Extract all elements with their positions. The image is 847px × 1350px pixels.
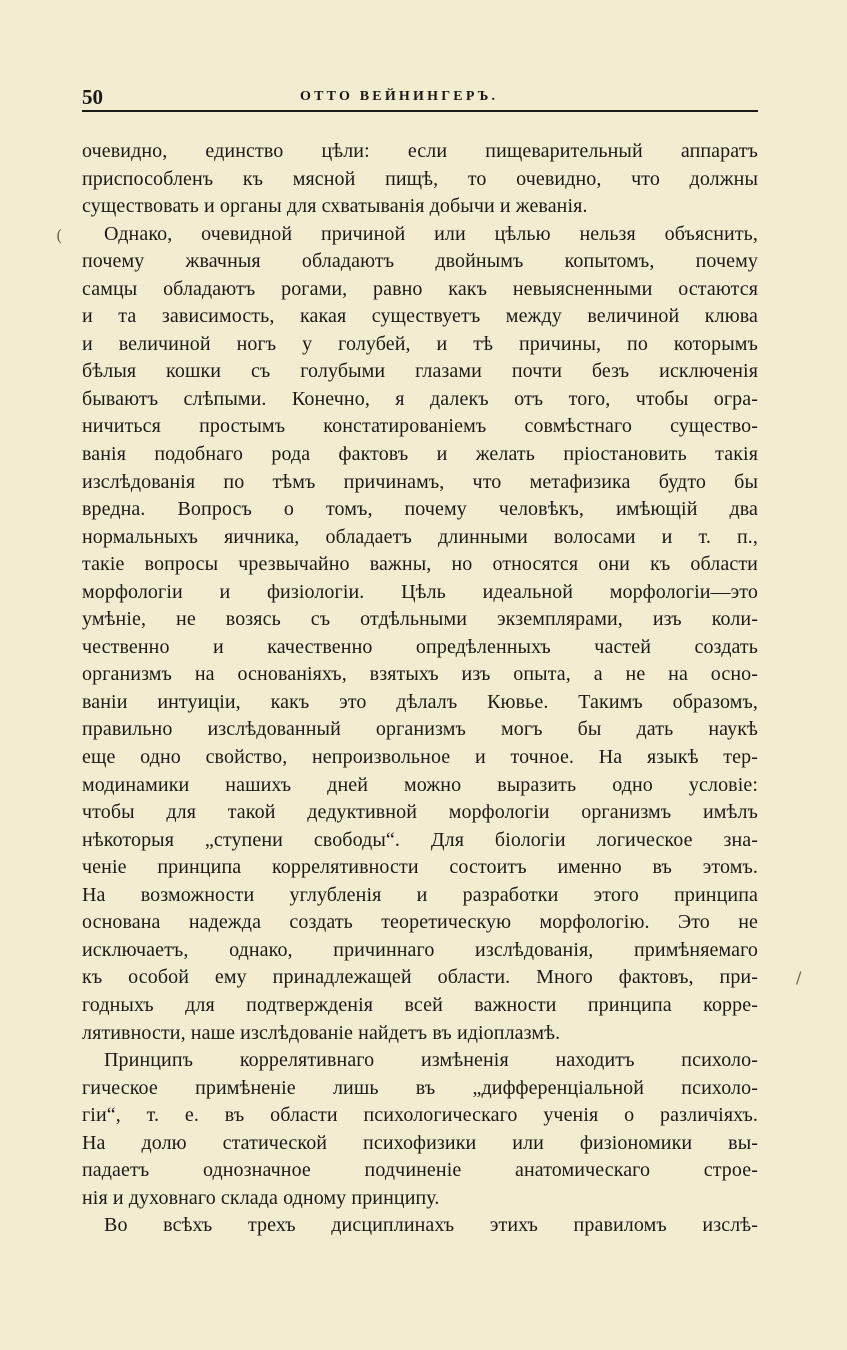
- margin-pencil-mark: (: [56, 226, 63, 245]
- margin-pencil-mark: /: [796, 968, 802, 987]
- text-line: самцы обладаютъ рогами, равно какъ невыясненными остаются: [82, 277, 758, 300]
- text-line: вредна. Вопросъ о томъ, почему человѣкъ, имѣющій два: [82, 498, 758, 521]
- text-line: такіе вопросы чрезвычайно важны, но относятся они къ области: [82, 553, 758, 576]
- body-text: [82, 138, 758, 1240]
- text-line: модинамики нашихъ дней можно выразить одно условіе:: [82, 773, 758, 796]
- text-line: и величиной ногъ у голубей, и тѣ причины, по которымъ: [82, 332, 758, 355]
- running-head: [82, 86, 758, 108]
- text-line: Принципъ коррелятивнаго измѣненія находитъ психоло-: [104, 1049, 758, 1072]
- text-line: существовать и органы для схватыванія добычи и жеванія.: [82, 195, 588, 218]
- text-line: лятивности, наше изслѣдованіе найдетъ въ идіоплазмѣ.: [82, 1021, 561, 1044]
- text-line: чественно и качественно опредѣленныхъ частей создать: [82, 635, 758, 658]
- text-line: На возможности углубленія и разработки этого принципа: [82, 883, 758, 906]
- text-line: еще одно свойство, непроизвольное и точное. На языкѣ тер-: [82, 746, 758, 769]
- text-line: ванія подобнаго рода фактовъ и желать пріостановить такія: [82, 443, 758, 466]
- text-line: На долю статической психофизики или физіономики вы-: [82, 1131, 758, 1154]
- header-rule: [82, 110, 758, 112]
- text-line: нормальныхъ яичника, обладаетъ длинными волосами и т. п.,: [82, 525, 758, 548]
- text-line: къ особой ему принадлежащей области. Много фактовъ, при-: [82, 966, 758, 989]
- text-line: гическое примѣненіе лишь въ „дифференціальной психоло-: [82, 1076, 758, 1099]
- text-line: почему жвачныя обладаютъ двойнымъ копытомъ, почему: [82, 250, 758, 273]
- page-number: 50: [82, 85, 103, 109]
- text-line: годныхъ для подтвержденія всей важности принципа корре-: [82, 993, 758, 1016]
- text-line: Однако, очевидной причиной или цѣлью нельзя объяснить,: [104, 222, 758, 245]
- text-line: чтобы для такой дедуктивной морфологіи организмъ имѣлъ: [82, 801, 758, 824]
- text-line: изслѣдованія по тѣмъ причинамъ, что метафизика будто бы: [82, 470, 758, 493]
- running-title: ОТТО ВЕЙНИНГЕРЪ.: [300, 89, 499, 104]
- text-line: и та зависимость, какая существуетъ между величиной клюва: [82, 305, 758, 328]
- text-line: ваніи интуиціи, какъ это дѣлалъ Кювье. Такимъ образомъ,: [82, 690, 758, 713]
- text-line: организмъ на основаніяхъ, взятыхъ изъ опыта, а не на осно-: [82, 663, 758, 686]
- text-line: бываютъ слѣпыми. Конечно, я далекъ отъ того, чтобы огра-: [82, 387, 758, 410]
- text-line: нѣкоторыя „ступени свободы“. Для біологіи логическое зна-: [82, 828, 758, 851]
- text-line: основана надежда создать теоретическую морфологію. Это не: [82, 911, 758, 934]
- text-line: умѣніе, не возясь съ отдѣльными экземплярами, изъ коли-: [82, 608, 758, 631]
- text-line: Во всѣхъ трехъ дисциплинахъ этихъ правиломъ изслѣ-: [104, 1214, 758, 1237]
- text-line: очевидно, единство цѣли: если пищеварительный аппаратъ: [82, 140, 758, 162]
- text-line: бѣлыя кошки съ голубыми глазами почти безъ исключенія: [82, 360, 758, 383]
- text-line: падаетъ однозначное подчиненіе анатомическаго строе-: [82, 1159, 758, 1182]
- text-line: морфологіи и физіологіи. Цѣль идеальной морфологіи—это: [82, 580, 758, 603]
- text-line: гіи“, т. е. въ области психологическаго ученія о различіяхъ.: [82, 1104, 758, 1127]
- text-line: ченіе принципа коррелятивности состоитъ именно въ этомъ.: [82, 856, 758, 879]
- text-line: правильно изслѣдованный организмъ могъ бы дать наукѣ: [82, 718, 758, 741]
- text-line: нія и духовнаго склада одному принципу.: [82, 1186, 440, 1209]
- text-line: исключаетъ, однако, причиннаго изслѣдованія, примѣняемаго: [82, 938, 758, 961]
- text-line: приспособленъ къ мясной пищѣ, то очевидно, что должны: [82, 167, 758, 190]
- text-line: ничиться простымъ констатированіемъ совмѣстнаго существо-: [82, 415, 758, 438]
